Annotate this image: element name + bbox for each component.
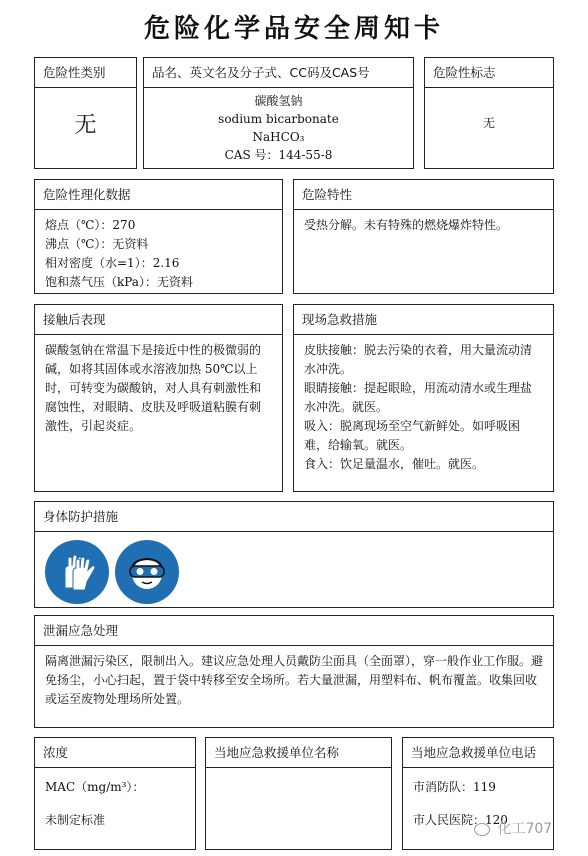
identity-header: 品名、英文名及分子式、CC码及CAS号 (144, 58, 413, 88)
hazard-category-header: 危险性类别 (35, 58, 136, 88)
first-aid-skin: 皮肤接触：脱去污染的衣着，用大量流动清水冲洗。 (304, 343, 533, 376)
identity-box (143, 57, 414, 169)
vapor-pressure: 饱和蒸气压（kPa）：无资料 (45, 275, 193, 289)
watermark (474, 818, 552, 838)
physchem-box (34, 179, 283, 294)
hazard-category-box (34, 57, 137, 169)
exposure-text: 碳酸氢钠在常温下是接近中性的极微弱的碱，如将其固体或水溶液加热 50℃以上时，可转变为碳酸钠，对人具有刺激性和腐蚀性，对眼睛、皮肤及呼吸道粘膜有刺激性，引起炎症。 (45, 343, 262, 433)
boiling-point: 沸点（℃）：无资料 (45, 237, 149, 251)
chemical-en-name: sodium bicarbonate (218, 112, 339, 126)
spill-text: 隔离泄漏污染区，限制出入。建议应急处理人员戴防尘面具（全面罩），穿一般作业工作服。避免扬尘，小心扫起，置于袋中转移至安全场所。若大量泄漏，用塑料布、帆布覆盖。收集回收或运至废物处理场所处置。 (45, 654, 544, 706)
mac-label: MAC（mg/m³）： (45, 780, 145, 794)
relative-density: 相对密度（水=1）：2.16 (45, 256, 180, 270)
rescue-phone-header: 当地应急救援单位电话 (403, 738, 553, 768)
hazard-props-header: 危险特性 (294, 180, 553, 210)
cas-number: CAS 号：144-55-8 (224, 148, 333, 162)
hazard-props-box (293, 179, 554, 294)
gloves-icon (45, 540, 109, 604)
spill-header: 泄漏应急处理 (35, 616, 553, 646)
hazard-sign-header: 危险性标志 (425, 58, 553, 88)
exposure-box (34, 304, 283, 492)
physchem-header: 危险性理化数据 (35, 180, 282, 210)
chemical-formula: NaHCO₃ (252, 130, 305, 144)
first-aid-box (293, 304, 554, 492)
page-title: 危险化学品安全周知卡 (143, 14, 444, 44)
chemical-cn-name: 碳酸氢钠 (254, 94, 303, 108)
protection-header: 身体防护措施 (35, 502, 553, 532)
hospital-phone: 市人民医院：120 (413, 813, 508, 827)
rescue-unit-box (205, 737, 392, 850)
first-aid-ingestion: 食入：饮足量温水，催吐。就医。 (304, 457, 485, 471)
wechat-icon (474, 823, 490, 836)
exposure-header: 接触后表现 (35, 305, 282, 335)
hazard-props-text: 受热分解。未有特殊的燃烧爆炸特性。 (304, 218, 509, 232)
fire-brigade-phone: 市消防队：119 (413, 780, 496, 794)
goggles-icon (115, 540, 179, 604)
rescue-unit-header: 当地应急救援单位名称 (206, 738, 391, 768)
concentration-header: 浓度 (35, 738, 195, 768)
concentration-box (34, 737, 196, 850)
hazard-sign-value: 无 (482, 116, 495, 130)
watermark-text: 化工707 (497, 821, 553, 837)
hazard-sign-box (424, 57, 554, 169)
first-aid-header: 现场急救措施 (294, 305, 553, 335)
protection-box (34, 501, 554, 608)
hazard-category-value: 无 (74, 113, 97, 138)
melting-point: 熔点（℃）：270 (45, 218, 136, 232)
mac-value: 未制定标准 (45, 813, 106, 827)
first-aid-eyes: 眼睛接触：提起眼睑，用流动清水或生理盐水冲洗。就医。 (304, 381, 533, 414)
first-aid-inhalation: 吸入：脱离现场至空气新鲜处。如呼吸困难，给输氧。就医。 (304, 419, 521, 452)
spill-box (34, 615, 554, 728)
